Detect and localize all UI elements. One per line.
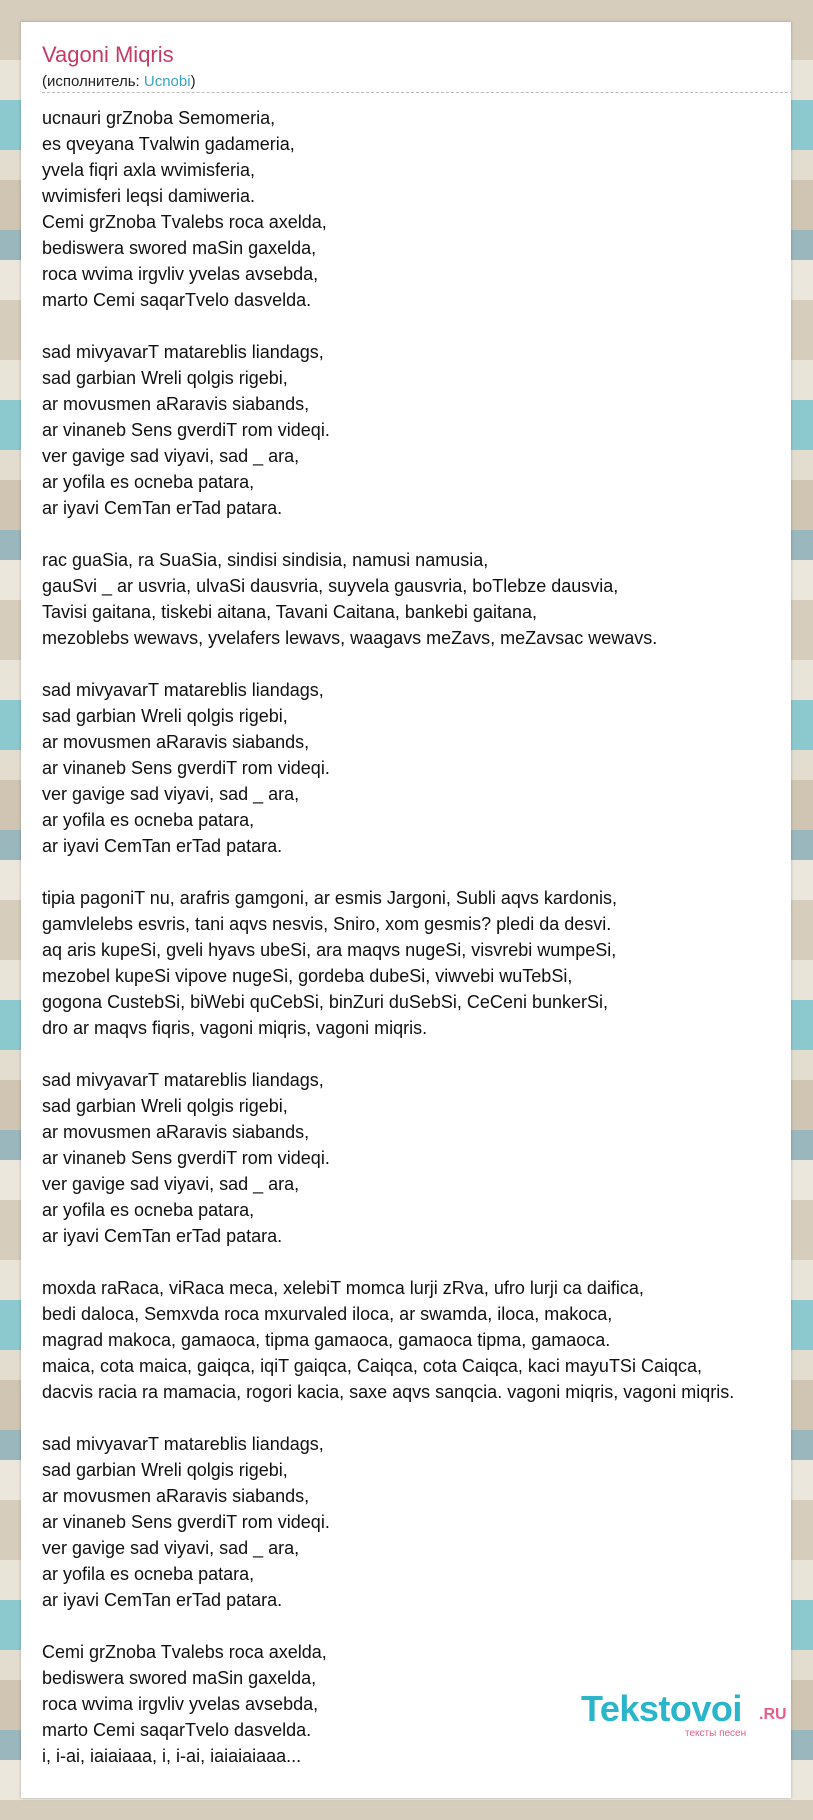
- lyrics-line: moxda raRaca, viRaca meca, xelebiT momca lurji zRva, ufro lurji ca daifica,: [42, 1278, 644, 1298]
- lyrics-line: ucnauri grZnoba Semomeria,: [42, 108, 276, 128]
- lyrics-line: ver gavige sad viyavi, sad _ ara,: [42, 446, 300, 466]
- lyrics-line: maica, cota maica, gaiqca, iqiT gaiqca, Caiqca, cota Caiqca, kaci mayuTSi Caiqca,: [42, 1356, 702, 1376]
- performer-suffix: ): [190, 73, 196, 90]
- lyrics-line: ar vinaneb Sens gverdiT rom videqi.: [42, 1148, 330, 1168]
- lyrics-line: ar iyavi CemTan erTad patara.: [42, 498, 283, 518]
- lyrics-line: marto Cemi saqarTvelo dasvelda.: [42, 290, 312, 310]
- lyrics-line: ar iyavi CemTan erTad patara.: [42, 1226, 283, 1246]
- lyrics-text: [42, 105, 791, 1795]
- lyrics-stanza: [42, 1275, 791, 1405]
- logo-name: Tekstovoi: [581, 1688, 742, 1729]
- lyrics-line: sad mivyavarT matareblis liandags,: [42, 680, 324, 700]
- title-divider: [42, 92, 791, 93]
- lyrics-line: sad mivyavarT matareblis liandags,: [42, 342, 324, 362]
- lyrics-line: ar vinaneb Sens gverdiT rom videqi.: [42, 420, 330, 440]
- performer-link[interactable]: Ucnobi: [143, 73, 191, 90]
- lyrics-line: Tavisi gaitana, tiskebi aitana, Tavani Caitana, bankebi gaitana,: [42, 602, 537, 622]
- lyrics-line: roca wvima irgvliv yvelas avsebda,: [42, 1694, 319, 1714]
- lyrics-card: [21, 22, 791, 1798]
- lyrics-line: gamvlelebs esvris, tani aqvs nesvis, Sniro, xom gesmis? pledi da desvi.: [42, 914, 612, 934]
- lyrics-line: bedi daloca, Semxvda roca mxurvaled iloca, ar swamda, iloca, makoca,: [42, 1304, 613, 1324]
- lyrics-line: ar iyavi CemTan erTad patara.: [42, 836, 283, 856]
- site-logo: [581, 1688, 791, 1738]
- lyrics-line: yvela fiqri axla wvimisferia,: [42, 160, 256, 180]
- lyrics-line: tipia pagoniT nu, arafris gamgoni, ar esmis Jargoni, Subli aqvs kardonis,: [42, 888, 617, 908]
- lyrics-line: dro ar maqvs fiqris, vagoni miqris, vagoni miqris.: [42, 1018, 428, 1038]
- lyrics-line: Cemi grZnoba Tvalebs roca axelda,: [42, 1642, 327, 1662]
- lyrics-line: mezobel kupeSi vipove nugeSi, gordeba dubeSi, viwvebi wuTebSi,: [42, 966, 573, 986]
- lyrics-line: aq aris kupeSi, gveli hyavs ubeSi, ara maqvs nugeSi, visvrebi wumpeSi,: [42, 940, 617, 960]
- lyrics-stanza: [42, 1067, 791, 1249]
- lyrics-line: ar movusmen aRaravis siabands,: [42, 1122, 310, 1142]
- song-title: Vagoni Miqris: [42, 42, 174, 67]
- lyrics-line: ar movusmen aRaravis siabands,: [42, 1486, 310, 1506]
- lyrics-line: marto Cemi saqarTvelo dasvelda.: [42, 1720, 312, 1740]
- logo-tld: .RU: [759, 1706, 787, 1723]
- lyrics-line: sad garbian Wreli qolgis rigebi,: [42, 1460, 288, 1480]
- lyrics-line: wvimisferi leqsi damiweria.: [42, 186, 256, 206]
- lyrics-stanza: [42, 547, 791, 651]
- lyrics-line: ar yofila es ocneba patara,: [42, 810, 255, 830]
- lyrics-stanza: [42, 885, 791, 1041]
- lyrics-line: ar yofila es ocneba patara,: [42, 1564, 255, 1584]
- lyrics-line: ar vinaneb Sens gverdiT rom videqi.: [42, 758, 330, 778]
- lyrics-line: sad mivyavarT matareblis liandags,: [42, 1434, 324, 1454]
- performer-line: [42, 73, 196, 90]
- lyrics-stanza: [42, 105, 791, 313]
- lyrics-line: mezoblebs wewavs, yvelafers lewavs, waagavs meZavs, meZavsac wewavs.: [42, 628, 658, 648]
- lyrics-line: es qveyana Tvalwin gadameria,: [42, 134, 295, 154]
- lyrics-line: sad mivyavarT matareblis liandags,: [42, 1070, 324, 1090]
- lyrics-stanza: [42, 677, 791, 859]
- lyrics-line: roca wvima irgvliv yvelas avsebda,: [42, 264, 319, 284]
- lyrics-line: ver gavige sad viyavi, sad _ ara,: [42, 1538, 300, 1558]
- lyrics-line: bediswera swored maSin gaxelda,: [42, 1668, 317, 1688]
- lyrics-line: ar yofila es ocneba patara,: [42, 472, 255, 492]
- lyrics-line: ar iyavi CemTan erTad patara.: [42, 1590, 283, 1610]
- logo-tagline: тексты песен: [685, 1728, 747, 1739]
- lyrics-line: sad garbian Wreli qolgis rigebi,: [42, 1096, 288, 1116]
- lyrics-stanza: [42, 339, 791, 521]
- lyrics-line: sad garbian Wreli qolgis rigebi,: [42, 706, 288, 726]
- lyrics-line: i, i-ai, iaiaiaaa, i, i-ai, iaiaiaiaaa...: [42, 1746, 302, 1766]
- performer-prefix: (исполнитель:: [42, 73, 144, 90]
- lyrics-stanza: [42, 1431, 791, 1613]
- lyrics-line: Cemi grZnoba Tvalebs roca axelda,: [42, 212, 327, 232]
- lyrics-line: ver gavige sad viyavi, sad _ ara,: [42, 1174, 300, 1194]
- lyrics-line: gauSvi _ ar usvria, ulvaSi dausvria, suyvela gausvria, boTlebze dausvia,: [42, 576, 619, 596]
- lyrics-line: gogona CustebSi, biWebi quCebSi, binZuri duSebSi, CeCeni bunkerSi,: [42, 992, 608, 1012]
- lyrics-line: ar movusmen aRaravis siabands,: [42, 732, 310, 752]
- lyrics-line: magrad makoca, gamaoca, tipma gamaoca, gamaoca tipma, gamaoca.: [42, 1330, 611, 1350]
- lyrics-line: dacvis racia ra mamacia, rogori kacia, saxe aqvs sanqcia. vagoni miqris, vagoni miqris.: [42, 1382, 735, 1402]
- lyrics-line: rac guaSia, ra SuaSia, sindisi sindisia, namusi namusia,: [42, 550, 489, 570]
- lyrics-line: sad garbian Wreli qolgis rigebi,: [42, 368, 288, 388]
- lyrics-line: ar movusmen aRaravis siabands,: [42, 394, 310, 414]
- lyrics-line: bediswera swored maSin gaxelda,: [42, 238, 317, 258]
- lyrics-line: ar yofila es ocneba patara,: [42, 1200, 255, 1220]
- lyrics-line: ver gavige sad viyavi, sad _ ara,: [42, 784, 300, 804]
- lyrics-line: ar vinaneb Sens gverdiT rom videqi.: [42, 1512, 330, 1532]
